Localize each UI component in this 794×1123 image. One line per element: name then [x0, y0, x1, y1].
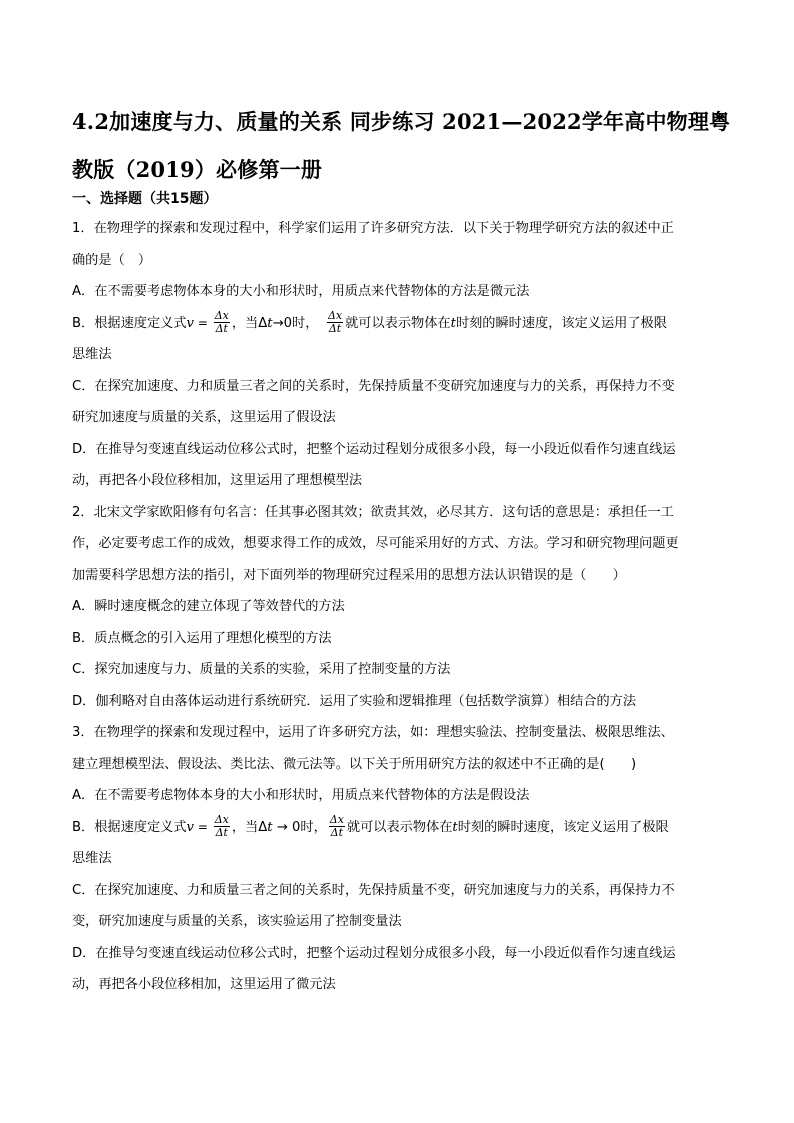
q1-option-c-line-1: C．在探究加速度、力和质量三者之间的关系时，先保持质量不变研究加速度与力的关系，再保持力不变	[72, 378, 675, 394]
q3-b-post: 就可以表示物体在	[346, 819, 453, 835]
q3-b-prefix: B．根据速度定义式	[72, 819, 187, 835]
fraction-denominator: Δt	[330, 826, 344, 839]
q2-option-a: A．瞬时速度概念的建立体现了等效替代的方法	[72, 599, 345, 614]
q1-b-mid: ，当Δ	[231, 315, 268, 331]
q2-stem-line-2: 作，必定要考虑工作的成效，想要求得工作的成效，尽可能采用好的方式、方法。学习和研究物理问题更	[72, 536, 679, 551]
q1-b-symbol-v: v	[186, 315, 194, 331]
q2-option-b: B．质点概念的引入运用了理想化模型的方法	[72, 630, 332, 646]
fraction-denominator: Δt	[215, 322, 228, 335]
q1-option-b-line-2: 思维法	[72, 347, 112, 362]
q1-b-limit: →0时，	[272, 315, 325, 331]
q1-b-prefix: B．根据速度定义式	[72, 315, 187, 331]
q3-option-b-line-2: 思维法	[72, 851, 112, 866]
q2-stem-line-1: 2．北宋文学家欧阳修有句名言：任其事必图其效；欲责其效，必尽其方．这句话的意思是：承担任一工	[72, 504, 674, 520]
q3-b-symbol-v: v	[186, 819, 194, 835]
q2-stem-line-3: 加需要科学思想方法的指引，对下面列举的物理研究过程采用的思想方法认识错误的是（ ）	[72, 567, 626, 583]
fraction-numerator: Δx	[214, 813, 229, 826]
q3-b-fraction-2	[329, 814, 345, 839]
q1-b-fraction-2	[327, 310, 343, 335]
q1-b-equals: =	[194, 315, 212, 330]
question-list	[72, 213, 722, 1001]
q3-b-mid: ，当Δ	[231, 819, 268, 835]
q3-option-b	[72, 812, 722, 844]
q3-option-d-line-2: 动，再把各小段位移相加，这里运用了微元法	[72, 977, 336, 992]
q1-option-d-line-1: D．在推导匀变速直线运动位移公式时，把整个运动过程划分成很多小段，每一小段近似看作匀速直线运	[72, 441, 676, 457]
fraction-numerator: Δx	[327, 309, 343, 322]
q2-option-d: D．伽利略对自由落体运动进行系统研究．运用了实验和逻辑推理（包括数学演算）相结合的方法	[72, 693, 637, 709]
page-title: 4.2加速度与力、质量的关系 同步练习 2021—2022学年高中物理粤教版（2019）必修第一册	[72, 109, 731, 182]
q1-b-post: 就可以表示物体在	[345, 315, 451, 331]
section-heading: 一、选择题（共15题）	[72, 191, 218, 207]
q1-b-fraction-1	[214, 310, 230, 335]
fraction-denominator: Δt	[328, 322, 342, 335]
q3-stem-line-1: 3．在物理学的探索和发现过程中，运用了许多研究方法，如：理想实验法、控制变量法、极限思维法、	[72, 725, 674, 740]
q3-option-d-line-1: D．在推导匀变速直线运动位移公式时，把整个运动过程划分成很多小段，每一小段近似看作匀速直线运	[72, 945, 676, 961]
fraction-numerator: Δx	[214, 309, 229, 322]
q3-option-c-line-2: 变，研究加速度与质量的关系，该实验运用了控制变量法	[72, 914, 402, 929]
q2-option-c: C．探究加速度与力、质量的关系的实验，采用了控制变量的方法	[72, 662, 451, 677]
fraction-denominator: Δt	[215, 826, 228, 839]
q1-option-c-line-2: 研究加速度与质量的关系，这里运用了假设法	[72, 410, 336, 425]
q3-option-c-line-1: C．在探究加速度、力和质量三者之间的关系时，先保持质量不变，研究加速度与力的关系，再保持力不	[72, 882, 675, 898]
q3-b-end: 时刻的瞬时速度，该定义运用了极限	[457, 819, 669, 835]
q1-b-end: 时刻的瞬时速度，该定义运用了极限	[455, 315, 667, 331]
q1-stem-line-1: 1．在物理学的探索和发现过程中，科学家们运用了许多研究方法．以下关于物理学研究方法的叙述中正	[72, 221, 674, 236]
q3-stem-line-2: 建立理想模型法、假设法、类比法、微元法等。以下关于所用研究方法的叙述中不正确的是( )	[72, 756, 637, 772]
q1-option-a: A．在不需要考虑物体本身的大小和形状时，用质点来代替物体的方法是微元法	[72, 284, 530, 299]
q3-b-equals: =	[194, 819, 212, 834]
q3-b-symbol-t: t	[267, 819, 273, 835]
q1-stem-line-2: 确的是（ ）	[72, 252, 152, 268]
q3-option-a: A．在不需要考虑物体本身的大小和形状时，用质点来代替物体的方法是假设法	[72, 788, 530, 803]
fraction-numerator: Δx	[329, 813, 344, 826]
q1-option-b	[72, 308, 722, 340]
q3-b-fraction-1	[214, 814, 230, 839]
q3-b-limit: → 0时，	[272, 819, 327, 835]
q3-b-symbol-t2: t	[452, 819, 458, 835]
q1-option-d-line-2: 动，再把各小段位移相加，这里运用了理想模型法	[72, 473, 363, 488]
q1-b-symbol-t2: t	[450, 315, 456, 331]
q1-b-symbol-t: t	[267, 315, 273, 331]
